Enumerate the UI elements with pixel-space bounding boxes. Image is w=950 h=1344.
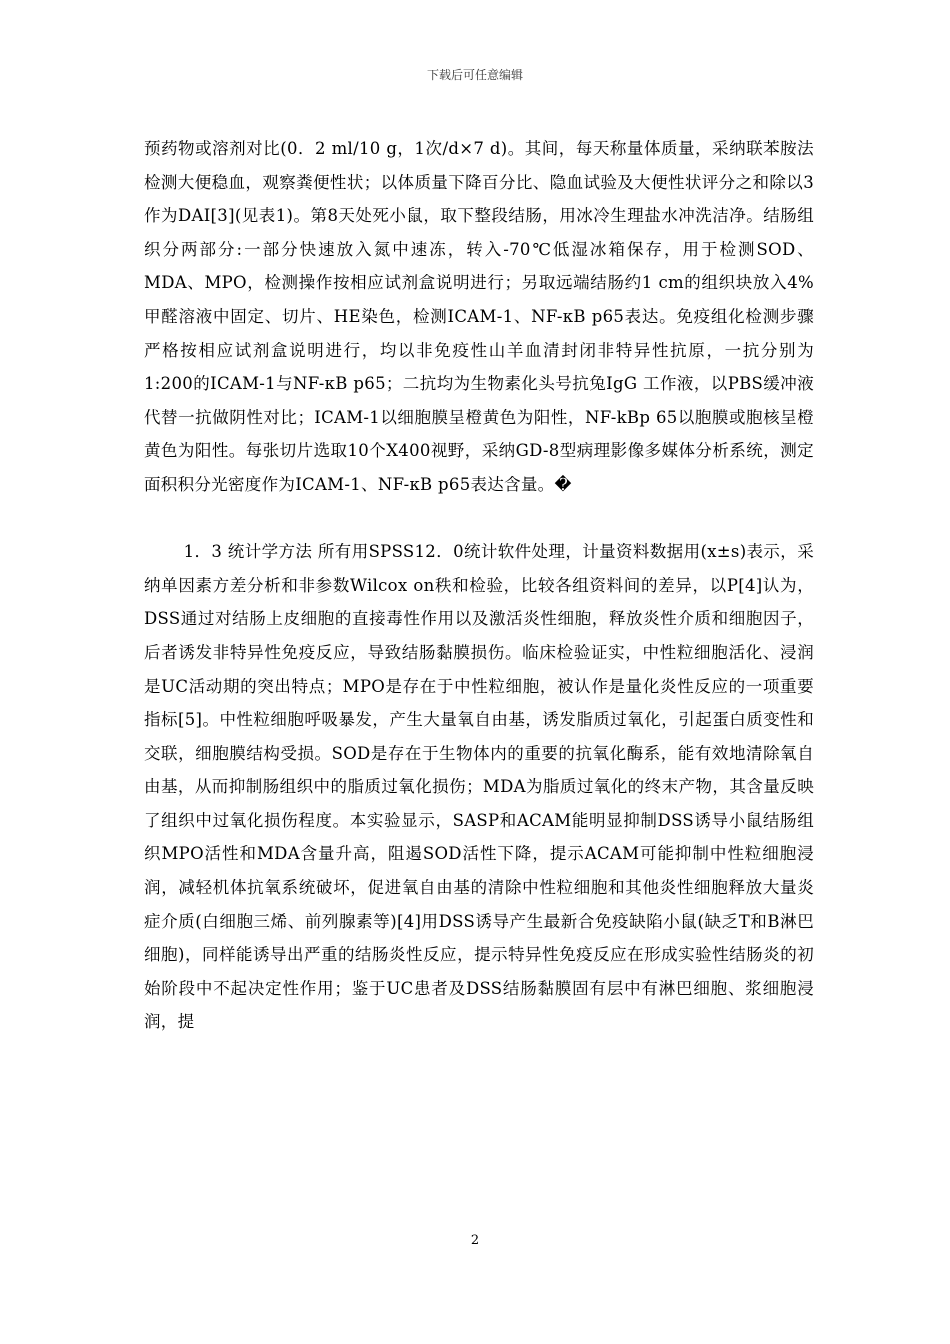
document-body	[144, 132, 814, 1039]
paragraph-spacer	[144, 502, 814, 536]
paragraph-methods-continued: 预药物或溶剂对比(0．2 ml/10 g，1次/d×7 d)。其间，每天称量体质量，采纳联苯胺法检测大便稳血，观察粪便性状；以体质量下降百分比、隐血试验及大便性状评分之和除以3作为DAI[3](见表1)。第8天处死小鼠，取下整段结肠，用冰冷生理盐水冲洗洁净。结肠组织分两部分:一部分快速放入氮中速冻，转入-70℃低湿冰箱保存，用于检测SOD、MDA、MPO，检测操作按相应试剂盒说明进行；另取远端结肠约1 cm的组织块放入4%甲醛溶液中固定、切片、HE染色，检测ICAM-1、NF-κB p65表达。免疫组化检测步骤严格按相应试剂盒说明进行，均以非免疫性山羊血清封闭非特异性抗原，一抗分别为1:200的ICAM-1与NF-κB p65；二抗均为生物素化头号抗兔IgG 工作液，以PBS缓冲液代替一抗做阴性对比；ICAM-1以细胞膜呈橙黄色为阳性，NF-kBp 65以胞膜或胞核呈橙黄色为阳性。每张切片选取10个X400视野，采纳GD-8型病理影像多媒体分析系统，测定面积积分光密度作为ICAM-1、NF-κB p65表达含量。�	[144, 139, 814, 494]
paragraph-statistics: 1．3 统计学方法 所有用SPSS12．0统计软件处理，计量资料数据用(x±s)表示，采纳单因素方差分析和非参数Wilcox on秩和检验，比较各组资料间的差异，以P[4]认为，DSS通过对结肠上皮细胞的直接毒性作用以及激活炎性细胞，释放炎性介质和细胞因子，后者诱发非特异性免疫反应，导致结肠黏膜损伤。临床检验证实，中性粒细胞活化、浸润是UC活动期的突出特点；MPO是存在于中性粒细胞，被认作是量化炎性反应的一项重要指标[5]。中性粒细胞呼吸暴发，产生大量氧自由基，诱发脂质过氧化，引起蛋白质变性和交联，细胞膜结构受损。SOD是存在于生物体内的重要的抗氧化酶系，能有效地清除氧自由基，从而抑制肠组织中的脂质过氧化损伤；MDA为脂质过氧化的终末产物，其含量反映了组织中过氧化损伤程度。本实验显示，SASP和ACAM能明显抑制DSS诱导小鼠结肠组织MPO活性和MDA含量升高，阻遏SOD活性下降，提示ACAM可能抑制中性粒细胞浸润，减轻机体抗氧系统破坏，促进氧自由基的清除中性粒细胞和其他炎性细胞释放大量炎症介质(白细胞三烯、前列腺素等)[4]用DSS诱导产生最新合免疫缺陷小鼠(缺乏T和B淋巴细胞)，同样能诱导出严重的结肠炎性反应，提示特异性免疫反应在形成实验性结肠炎的初始阶段中不起决定性作用；鉴于UC患者及DSS结肠黏膜固有层中有淋巴细胞、浆细胞浸润，提	[144, 542, 814, 1032]
page-header: 下载后可任意编辑	[426, 68, 523, 82]
page-number: 2	[470, 1233, 480, 1248]
